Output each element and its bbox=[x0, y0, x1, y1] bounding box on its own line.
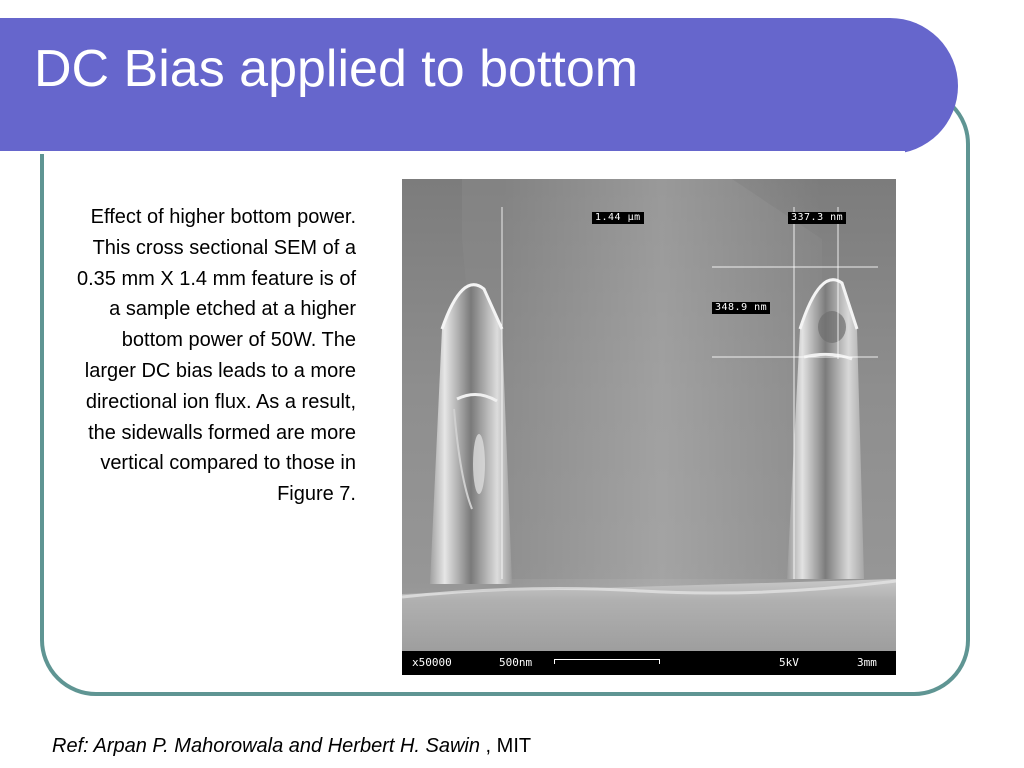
reference-authors: Ref: Arpan P. Mahorowala and Herbert H. Sawin bbox=[52, 735, 480, 757]
voltage-label: 5kV bbox=[779, 656, 799, 669]
banner-underline bbox=[0, 151, 905, 154]
sem-micrograph bbox=[402, 179, 896, 675]
reference-affiliation: , MIT bbox=[480, 735, 532, 757]
height-measurement-label: 348.9 nm bbox=[712, 302, 770, 314]
sem-image bbox=[402, 179, 896, 675]
working-distance-label: 3mm bbox=[857, 656, 877, 669]
description-text: Effect of higher bottom power. This cross sectional SEM of a 0.35 mm X 1.4 mm feature is of a sample etched at a higher bottom power of 50W. The larger DC bias leads to a more directional ion flux. As a result, the sidewalls formed are more vertical compared to those in Figure 7. bbox=[77, 206, 356, 506]
reference-line bbox=[52, 735, 531, 758]
width-measurement-label: 1.44 µm bbox=[592, 212, 644, 224]
slide-title: DC Bias applied to bottom bbox=[34, 40, 639, 98]
scale-bar bbox=[554, 659, 660, 664]
top-measurement-label: 337.3 nm bbox=[788, 212, 846, 224]
magnification-label: x50000 bbox=[412, 656, 452, 669]
sem-info-bar bbox=[402, 651, 896, 675]
scale-label: 500nm bbox=[499, 656, 533, 669]
